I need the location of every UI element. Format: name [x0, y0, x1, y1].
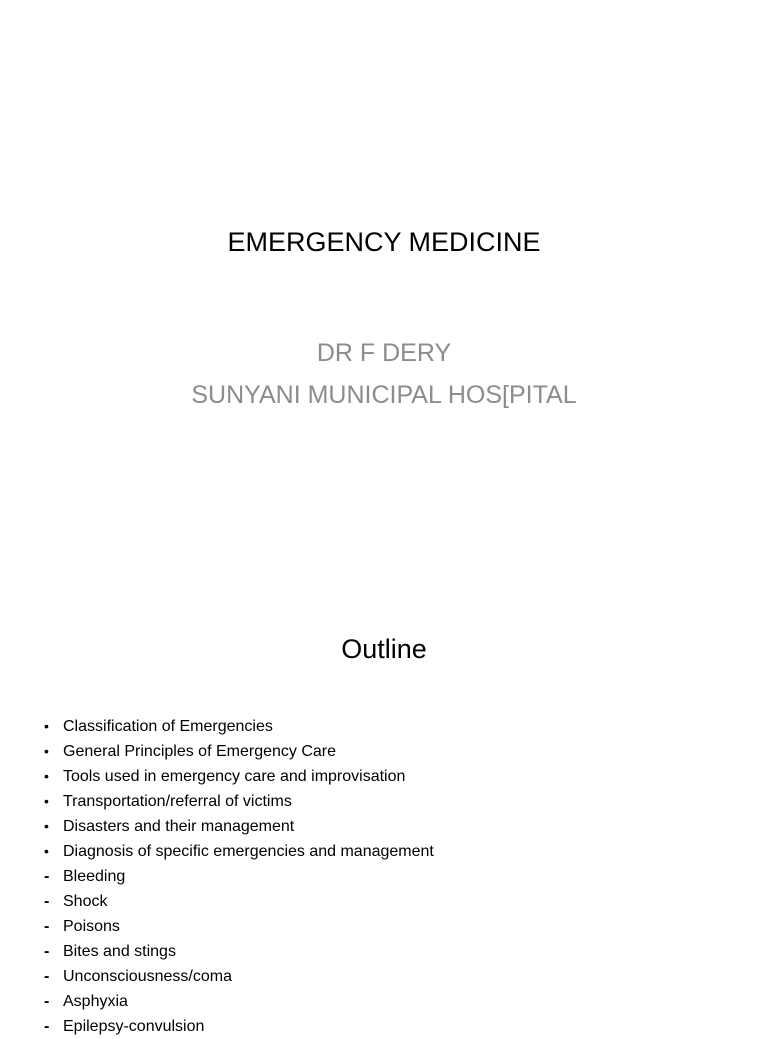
dash-marker: -: [44, 1018, 50, 1035]
dash-marker: -: [44, 868, 50, 885]
list-item: [44, 1014, 434, 1039]
dash-marker: -: [44, 943, 50, 960]
institution-name: SUNYANI MUNICIPAL HOS[PITAL: [191, 381, 577, 409]
outline-title: Outline: [341, 634, 427, 664]
bullet-marker: •: [44, 793, 49, 809]
list-item: [44, 714, 434, 739]
list-item: [44, 989, 434, 1014]
author-name: DR F DERY: [316, 339, 452, 367]
list-item: [44, 889, 434, 914]
dash-marker: -: [44, 893, 50, 910]
list-item: [44, 814, 434, 839]
list-item-text: General Principles of Emergency Care: [63, 743, 337, 760]
bullet-marker: •: [44, 843, 49, 859]
bullet-marker: •: [44, 718, 49, 734]
list-item-text: Diagnosis of specific emergencies and management: [63, 843, 434, 860]
list-item: [44, 764, 434, 789]
list-item: [44, 739, 434, 764]
outline-slide: [0, 576, 768, 1035]
list-item-text: Epilepsy-convulsion: [63, 1018, 205, 1035]
list-item: [44, 914, 434, 939]
presentation-title: EMERGENCY MEDICINE: [227, 227, 541, 257]
presentation-subtitle: [0, 332, 768, 416]
list-item-text: Disasters and their management: [63, 818, 295, 835]
dash-marker: -: [44, 993, 50, 1010]
list-item-text: Unconsciousness/coma: [63, 968, 232, 985]
list-item-text: Tools used in emergency care and improvisation: [63, 768, 406, 785]
dash-marker: -: [44, 918, 50, 935]
dash-marker: -: [44, 968, 50, 985]
list-item: [44, 864, 434, 889]
bullet-marker: •: [44, 818, 49, 834]
list-item: [44, 839, 434, 864]
list-item-text: Bleeding: [63, 868, 126, 885]
outline-list: [44, 714, 434, 1039]
list-item-text: Classification of Emergencies: [63, 718, 273, 735]
list-item-text: Poisons: [63, 918, 120, 935]
list-item-text: Shock: [63, 893, 108, 910]
list-item-text: Asphyxia: [63, 993, 128, 1010]
list-item: [44, 964, 434, 989]
list-item: [44, 789, 434, 814]
list-item-text: Transportation/referral of victims: [63, 793, 292, 810]
bullet-marker: •: [44, 743, 49, 759]
list-item: [44, 939, 434, 964]
bullet-marker: •: [44, 768, 49, 784]
list-item-text: Bites and stings: [63, 943, 176, 960]
